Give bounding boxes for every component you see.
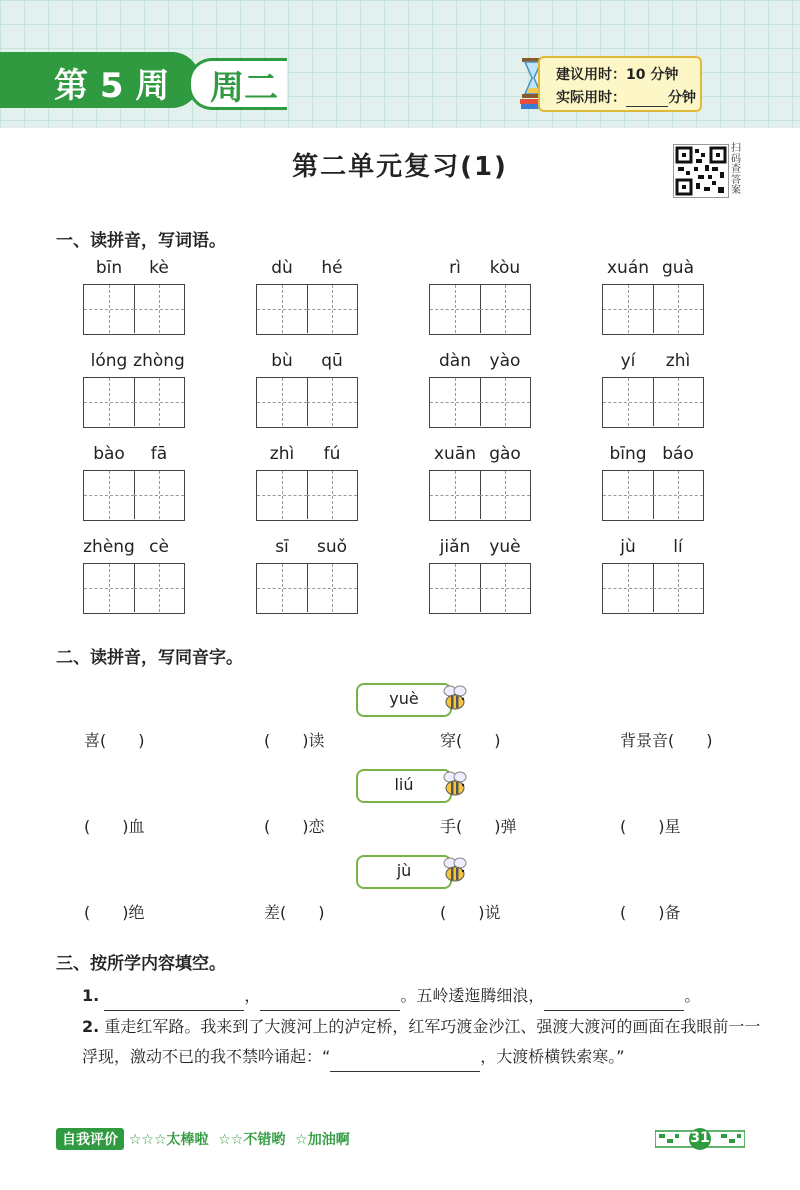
homophone-blank[interactable]: ( )星 (620, 817, 681, 836)
day-label: 周二 (210, 68, 278, 108)
question-1-text: 。五岭逶迤腾细浪， (400, 986, 545, 1005)
pinyin-syllable: guà (662, 258, 694, 278)
pinyin-syllable: yuè (489, 537, 521, 557)
pinyin-syllable: cè (149, 537, 169, 557)
question-1-number: 1. (82, 986, 100, 1005)
pinyin-syllable: dàn (439, 351, 471, 371)
writing-grid (83, 563, 185, 614)
pinyin-syllable: fú (323, 444, 341, 464)
pinyin-syllable: bào (93, 444, 125, 464)
section1-heading: 一、读拼音，写词语。 (56, 231, 226, 251)
writing-cell[interactable] (430, 378, 481, 426)
pinyin-syllable: xuān (433, 444, 477, 464)
writing-cell[interactable] (307, 378, 357, 426)
pinyin-syllable: xuán (606, 258, 650, 278)
homophone-blank[interactable]: ( )备 (620, 903, 681, 922)
pinyin-syllable: zhì (665, 351, 691, 371)
pinyin-syllable: kè (149, 258, 169, 278)
pinyin-bubble: jù (356, 855, 452, 889)
answer-blank[interactable] (544, 994, 684, 1011)
writing-cell[interactable] (134, 378, 184, 426)
pinyin-syllable: fā (150, 444, 168, 464)
writing-grid (256, 284, 358, 335)
writing-cell[interactable] (480, 378, 530, 426)
bee-icon (440, 855, 470, 885)
pinyin-syllable: yào (489, 351, 521, 371)
pinyin-syllable: zhèng (83, 537, 135, 557)
actual-time-label: 实际用时： (556, 90, 626, 106)
writing-grid (429, 470, 531, 521)
writing-cell[interactable] (307, 285, 357, 333)
writing-grid (429, 284, 531, 335)
writing-cell[interactable] (603, 471, 654, 519)
writing-grid (256, 563, 358, 614)
homophone-blank[interactable]: ( )读 (264, 731, 325, 750)
writing-grid (256, 377, 358, 428)
answer-blank[interactable] (104, 994, 244, 1011)
section2-heading: 二、读拼音，写同音字。 (56, 648, 243, 668)
pinyin-syllable: zhòng (133, 351, 185, 371)
pinyin-syllable: báo (662, 444, 694, 464)
rating-cheer: 加油啊 (307, 1132, 350, 1148)
pinyin-syllable: hé (321, 258, 343, 278)
pinyin-syllable: dù (271, 258, 293, 278)
question-2-text: 重走红军路。我来到了大渡河上的泸定桥，红军巧渡金沙江、强渡大渡河的画面在我眼前一一浮现，激动不已的我不禁吟诵起：“ (82, 1017, 761, 1066)
writing-cell[interactable] (84, 378, 135, 426)
writing-cell[interactable] (257, 564, 308, 612)
writing-cell[interactable] (84, 471, 135, 519)
pinyin-syllable: lóng (90, 351, 128, 371)
rating-good: 不错哟 (243, 1132, 286, 1148)
writing-cell[interactable] (134, 471, 184, 519)
pinyin-syllable: qū (321, 351, 343, 371)
pinyin-syllable: jiǎn (439, 537, 471, 557)
actual-time-unit: 分钟 (668, 90, 696, 106)
writing-grid (256, 470, 358, 521)
pinyin-syllable: sī (275, 537, 289, 557)
question-1-end: 。 (684, 986, 701, 1005)
writing-cell[interactable] (84, 285, 135, 333)
writing-cell[interactable] (603, 285, 654, 333)
question-1 (82, 981, 762, 1011)
homophone-blank[interactable]: 差( ) (264, 903, 325, 922)
homophone-blank[interactable]: ( )恋 (264, 817, 325, 836)
actual-time-blank[interactable] (626, 92, 668, 107)
question-2-end: ，大渡桥横铁索寒。” (480, 1047, 625, 1066)
pinyin-syllable: bīn (95, 258, 123, 278)
homophone-blank[interactable]: 手( )弹 (440, 817, 517, 836)
writing-cell[interactable] (134, 564, 184, 612)
page-title: 第二单元复习(1) (292, 152, 508, 182)
writing-cell[interactable] (307, 471, 357, 519)
pinyin-syllable: bù (271, 351, 293, 371)
writing-cell[interactable] (134, 285, 184, 333)
pinyin-syllable: suǒ (316, 537, 348, 557)
answer-blank[interactable] (330, 1055, 480, 1072)
writing-cell[interactable] (653, 564, 703, 612)
suggested-time: 建议用时：10 分钟 (556, 67, 679, 83)
writing-grid (429, 563, 531, 614)
section3-heading: 三、按所学内容填空。 (56, 954, 226, 974)
self-evaluation-label: 自我评价 (56, 1128, 124, 1150)
question-2-number: 2. (82, 1017, 100, 1036)
qr-code-icon[interactable] (673, 144, 729, 198)
writing-grid (83, 470, 185, 521)
bee-icon (440, 683, 470, 713)
pinyin-syllable: yí (620, 351, 636, 371)
writing-cell[interactable] (603, 378, 654, 426)
writing-cell[interactable] (480, 564, 530, 612)
actual-time (556, 87, 696, 107)
writing-grid (602, 377, 704, 428)
pinyin-syllable: rì (449, 258, 461, 278)
pinyin-bubble: liú (356, 769, 452, 803)
homophone-blank[interactable]: 喜( ) (84, 731, 145, 750)
bee-icon (440, 769, 470, 799)
writing-cell[interactable] (653, 378, 703, 426)
qr-caption: 扫码查答案 (731, 143, 741, 196)
homophone-blank[interactable]: ( )说 (440, 903, 501, 922)
writing-cell[interactable] (84, 564, 135, 612)
star-icon[interactable]: ☆ (295, 1132, 308, 1148)
writing-grid (602, 284, 704, 335)
star-icon[interactable]: ☆☆ (218, 1132, 244, 1148)
rating-great: 太棒啦 (166, 1132, 209, 1148)
pinyin-syllable: kòu (489, 258, 521, 278)
question-2 (82, 1012, 762, 1072)
question-1-separator: ， (244, 986, 261, 1005)
self-evaluation (56, 1128, 350, 1150)
homophone-blank[interactable]: ( )绝 (84, 903, 145, 922)
pinyin-bubble: yuè (356, 683, 452, 717)
homophone-blank[interactable]: ( )血 (84, 817, 145, 836)
writing-cell[interactable] (257, 378, 308, 426)
writing-cell[interactable] (257, 471, 308, 519)
writing-cell[interactable] (653, 285, 703, 333)
writing-grid (83, 284, 185, 335)
pinyin-syllable: bīng (609, 444, 647, 464)
writing-cell[interactable] (430, 285, 481, 333)
pinyin-syllable: gào (489, 444, 521, 464)
writing-cell[interactable] (653, 471, 703, 519)
week-label: 第 5 周 (54, 66, 170, 106)
writing-cell[interactable] (430, 471, 481, 519)
homophone-blank[interactable]: 穿( ) (440, 731, 501, 750)
star-icon[interactable]: ☆☆☆ (128, 1132, 167, 1148)
writing-grid (602, 563, 704, 614)
writing-grid (83, 377, 185, 428)
page-number-badge (655, 1127, 745, 1151)
page-number: 31 (690, 1130, 710, 1146)
pinyin-syllable: zhì (269, 444, 295, 464)
writing-cell[interactable] (430, 564, 481, 612)
pinyin-syllable: lí (673, 537, 683, 557)
writing-cell[interactable] (480, 285, 530, 333)
pinyin-syllable: jù (620, 537, 636, 557)
homophone-blank[interactable]: 背景音( ) (620, 731, 713, 750)
writing-grid (602, 470, 704, 521)
writing-cell[interactable] (480, 471, 530, 519)
writing-cell[interactable] (603, 564, 654, 612)
writing-cell[interactable] (257, 285, 308, 333)
answer-blank[interactable] (260, 994, 400, 1011)
writing-grid (429, 377, 531, 428)
writing-cell[interactable] (307, 564, 357, 612)
